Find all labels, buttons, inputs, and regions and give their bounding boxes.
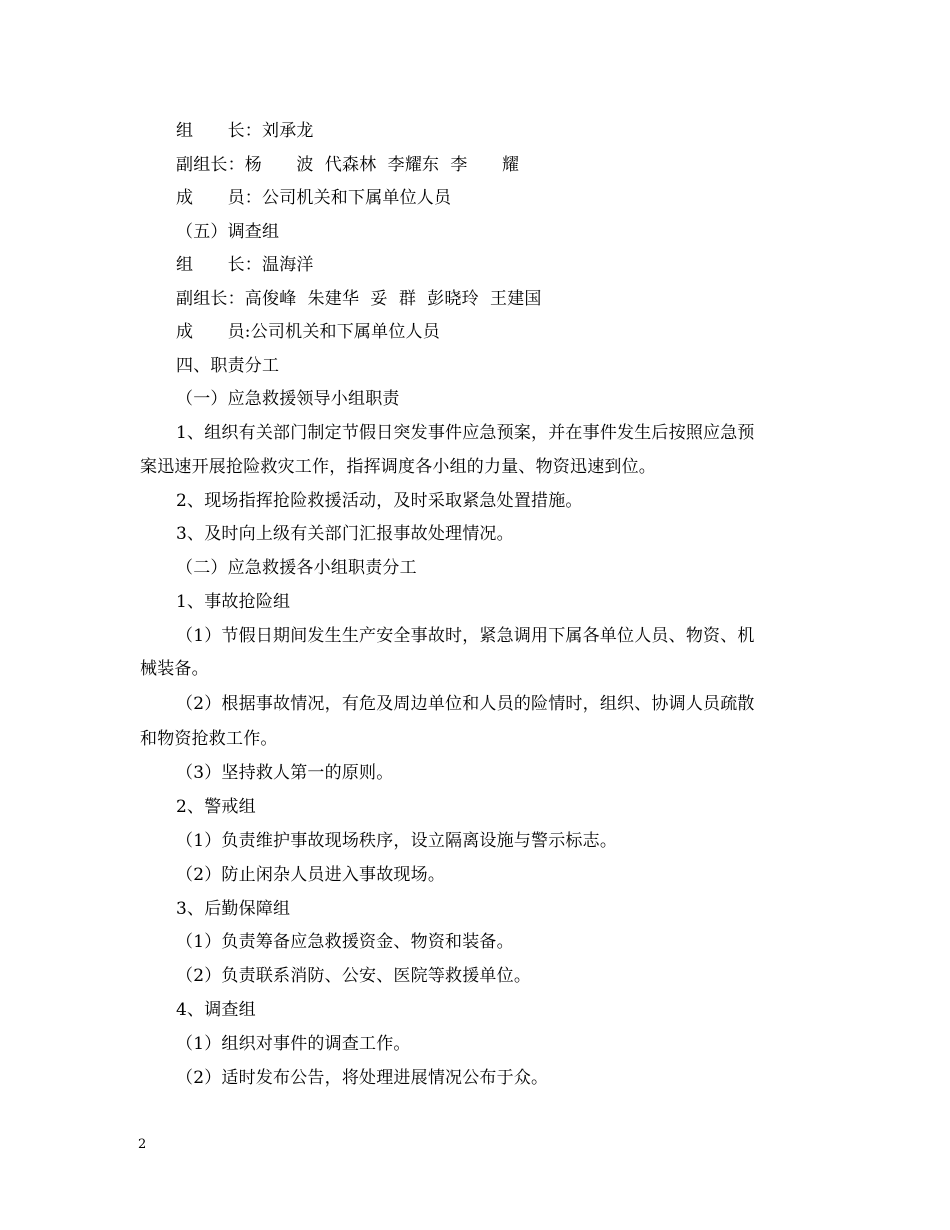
page-number: 2 xyxy=(138,1137,147,1152)
team-leader-line: 组 长：刘承龙 xyxy=(176,121,314,141)
paragraph-line: 3、及时向上级有关部门汇报事故处理情况。 xyxy=(176,524,514,544)
paragraph-line: 案迅速开展抢险救灾工作，指挥调度各小组的力量、物资迅速到位。 xyxy=(140,457,656,477)
members-line: 成 员:公司机关和下属单位人员 xyxy=(176,322,440,342)
deputy-leader-line: 副组长：高俊峰 朱建华 妥 群 彭晓玲 王建国 xyxy=(176,289,542,309)
group-heading: 1、事故抢险组 xyxy=(176,592,291,612)
group-heading: 2、警戒组 xyxy=(176,797,256,817)
paragraph-line: 2、现场指挥抢险救援活动，及时采取紧急处置措施。 xyxy=(176,491,583,511)
paragraph-line: （1）组织对事件的调查工作。 xyxy=(176,1034,411,1054)
group-heading: 4、调查组 xyxy=(176,1000,256,1020)
section-heading: 四、职责分工 xyxy=(176,356,280,376)
subsection-heading: （一）应急救援领导小组职责 xyxy=(176,389,400,409)
group-heading: 3、后勤保障组 xyxy=(176,899,291,919)
paragraph-line: 和物资抢救工作。 xyxy=(140,729,278,749)
paragraph-line: （1）节假日期间发生生产安全事故时，紧急调用下属各单位人员、物资、机 xyxy=(176,626,755,646)
paragraph-line: 械装备。 xyxy=(140,659,209,679)
section-heading: （五）调查组 xyxy=(176,222,280,242)
team-leader-line: 组 长：温海洋 xyxy=(176,255,314,275)
subsection-heading: （二）应急救援各小组职责分工 xyxy=(176,558,417,578)
members-line: 成 员：公司机关和下属单位人员 xyxy=(176,188,452,208)
deputy-leader-line: 副组长：杨 波 代森林 李耀东 李 耀 xyxy=(176,155,520,175)
paragraph-line: （2）适时发布公告，将处理进展情况公布于众。 xyxy=(176,1068,549,1088)
paragraph-line: （2）根据事故情况，有危及周边单位和人员的险情时，组织、协调人员疏散 xyxy=(176,694,755,714)
paragraph-line: （2）负责联系消防、公安、医院等救援单位。 xyxy=(176,966,532,986)
paragraph-line: （1）负责维护事故现场秩序，设立隔离设施与警示标志。 xyxy=(176,831,618,851)
paragraph-line: 1、组织有关部门制定节假日突发事件应急预案，并在事件发生后按照应急预 xyxy=(176,423,755,443)
paragraph-line: （2）防止闲杂人员进入事故现场。 xyxy=(176,865,446,885)
paragraph-line: （3）坚持救人第一的原则。 xyxy=(176,763,394,783)
paragraph-line: （1）负责筹备应急救援资金、物资和装备。 xyxy=(176,932,514,952)
